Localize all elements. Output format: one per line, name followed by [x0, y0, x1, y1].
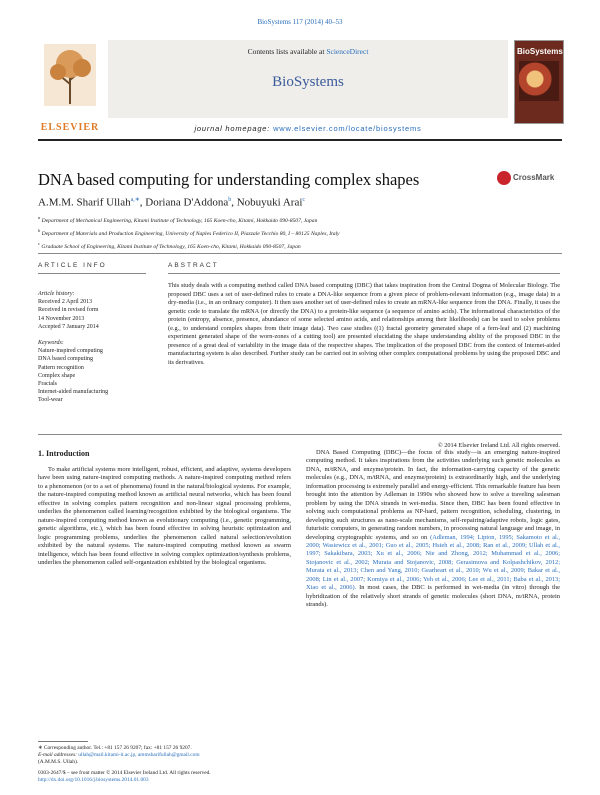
paper-title: DNA based computing for understanding complex shapes	[38, 170, 420, 189]
info-rule	[38, 273, 146, 274]
journal-band	[108, 40, 508, 118]
affiliation-sup: b	[38, 227, 41, 233]
affiliation-item	[38, 226, 562, 239]
article-info	[38, 290, 146, 405]
corresponding-note: ∗ Corresponding author. Tel.: +81 157 26 9207; fax: +81 157 26 9207.	[38, 745, 192, 751]
article-info-heading: ARTICLE INFO	[38, 262, 107, 269]
abstract-end-rule	[38, 434, 562, 435]
paragraph-text: DNA Based Computing (DBC)—the focus of this study—is an emerging nature-inspired computing method. It takes inspirations from the activities underlying such genetic molecules as DNA, m/tRNA, and enzyme/protein. In fact, the information-carrying capacity of the genetic molecules (e.g., DNA, m/tRNA, and enzyme/protein) is extraordinarily high, and the underlying information processing is extremely parallel and energy-efficient. This remarkable feature has been brought into the attention by Adleman in 1990s who showed how to solve a traveling salesman problem by using the DNA strands in wet-media. Since then, DBC has been found effective in solving such computational problems as NP-hard, pattern recognition, scheduling, clustering, in developing such structures as nano-scale mechanisms, self-repairing/adaptive robots, logic gates, futuristic computers, in generating random numbers, in processing natural language and image, in developing cryptographic systems, and so on	[306, 449, 560, 541]
contents-prefix: Contents lists available at	[247, 47, 325, 56]
journal-citation[interactable]: BioSystems 117 (2014) 40–53	[257, 18, 343, 26]
journal-homepage	[108, 124, 508, 133]
affiliation-text: Department of Mechanical Engineering, Kitami Institute of Technology, 165 Koen-cho, Kitami, Hokkaido 090-8507, Japan	[41, 217, 318, 224]
affiliations	[38, 213, 562, 252]
author-list: A.M.M. Sharif Ullah$^{a,∗}$, Doriana D'Addona$^b$, Nobuyuki Arai$^c$	[38, 196, 306, 209]
right-column	[306, 449, 560, 610]
crossmark-badge[interactable]	[497, 171, 555, 187]
affiliation-text: Department of Materials and Production Engineering, University of Naples Federico II, Piazzale Tecchio 80, I – 80125 Naples, Italy	[41, 230, 340, 237]
publisher-logo	[38, 40, 102, 134]
history-item: Accepted 7 January 2014	[38, 323, 99, 330]
homepage-link[interactable]: www.elsevier.com/locate/biosystems	[273, 124, 422, 133]
footnote-rule	[38, 741, 88, 742]
affiliation-text: Graduate School of Engineering, Kitami Institute of Technology, 165 Koen-cho, Kitami, Hokkaido 090-8507, Japan	[41, 243, 301, 250]
homepage-prefix: journal homepage:	[194, 124, 271, 133]
email-links[interactable]: ullah@mail.kitami-it.ac.jp, ammsharifullah@gmail.com	[78, 752, 200, 758]
cover-image	[519, 61, 559, 101]
keyword-item: Nature-inspired computing	[38, 348, 103, 355]
abstract-text: This study deals with a computing method called DNA based computing (DBC) that takes inspiration from the Central Dogma of Molecular Biology. The proposed DBC uses a set of user-defined rules to create a DNA-like sequence from a given piece of problem-relevant information (e.g., image data) in a dry-media (i.e., in an ordinary computer). It then uses another set of user-defined rules to create an mRNA-like sequence from the DNA. Finally, it uses the genetic code to translate the mRNA (or directly the DNA) to a protein-like sequence (a sequence of amino acids). The informational characteristics of the protein (entropy, absence, presence, abundance of some selected amino acids, and relationships among their likelihoods) can be used to solve problems (e.g., to understand complex shapes from their image data). Two case studies ((1) fractal geometry generated shape of a fern-leaf and (2) machining experiment generated shape of the worn-zones of a cutting tool) are presented elucidating the shape understanding ability of the proposed DBC in the presence of a great deal of variability in the image data of the respective shapes. The implication of the proposed DBC from the context of Internet-aided manufacturing system is also described. Further study can be carried out in solving other complex computational problems by using the proposed DBC and its derivatives.	[168, 282, 560, 366]
keywords-label: Keywords:	[38, 340, 64, 347]
contents-line	[108, 47, 508, 56]
history-item: 14 November 2013	[38, 315, 85, 322]
section-heading: 1. Introduction	[38, 449, 90, 458]
history-item: Received in revised form	[38, 307, 99, 314]
author-name[interactable]: Doriana D'Addona	[145, 196, 229, 209]
crossmark-label: CrossMark	[513, 173, 555, 182]
keyword-item: Pattern recognition	[38, 364, 84, 371]
abstract-rule	[168, 273, 560, 274]
keyword-item: Tool-wear	[38, 397, 63, 404]
sciencedirect-link[interactable]: ScienceDirect	[326, 47, 369, 56]
journal-title: BioSystems	[272, 74, 344, 90]
section-rule	[38, 253, 562, 254]
journal-masthead	[38, 40, 562, 134]
keyword-item: Internet-aided manufacturing	[38, 389, 109, 396]
abstract-copyright: © 2014 Elsevier Ireland Ltd. All rights reserved.	[437, 442, 560, 449]
email-label: E-mail addresses:	[38, 752, 77, 758]
author-name[interactable]: A.M.M. Sharif Ullah	[38, 196, 131, 209]
cover-title: BioSystems	[517, 47, 563, 56]
issn-line: 0303-2647/$ – see front matter © 2014 Elsevier Ireland Ltd. All rights reserved.	[38, 770, 211, 776]
paragraph-tail: In most cases, the DBC is performed in wet-media (in vitro) through the hybridization of the relatively short strands of genetic molecules (short DNA, m/tRNA, protein strands).	[306, 584, 560, 609]
email-note: (A.M.M.S. Ullah).	[38, 759, 79, 765]
header-rule	[38, 139, 562, 141]
footnote-block	[38, 741, 291, 784]
abstract-heading: ABSTRACT	[168, 262, 219, 269]
keyword-item: Fractals	[38, 381, 57, 388]
email-line	[38, 752, 291, 759]
author-sup: a,∗	[130, 197, 140, 203]
intro-paragraph: To make artificial systems more intelligent, robust, efficient, and adaptive, systems developers have been using nature-inspired computing methods. A nature-inspired computing method refers to a phenomenon (or to a set of phenomena) found in the natural/biological systems. For example, the nature-inspired computing method known as artificial neural networks, which has been found effective in solving complex pattern recognition and non-linear signal processing problems, underlies the phenomenon called learning/recognition exhibited by the biological organisms. The nature-inspired computing method known as evolutionary computing (i.e., genetic programming, genetic algorithms, etc.), which has been found effective in solving heuristic optimization and logic programming problems, underlies the phenomenon called natural selection/evolution exhibited by the natural systems. The nature-inspired computing method known as swarm intelligence, which has been found effective in solving complex optimization/synthesis problems, underlies the phenomenon called self-organization exhibited by the biological organisms.	[38, 466, 291, 566]
author-sup: c	[302, 197, 306, 203]
author-name[interactable]: Nobuyuki Arai	[236, 196, 303, 209]
history-item: Received 2 April 2013	[38, 299, 93, 306]
elsevier-wordmark: ELSEVIER	[40, 122, 100, 133]
journal-cover	[514, 40, 564, 124]
affiliation-sup: c	[38, 240, 40, 246]
affiliation-item	[38, 213, 562, 226]
affiliation-item	[38, 239, 562, 252]
reference-links[interactable]: (Adleman, 1994; Lipton, 1995; Sakamoto et al., 2000; Wasiewicz et al., 2001; Guo et al., 2005; Hsieh et al., 2008; Ran et al., 2009; Ullah et al., 1997; Sakakibara, 2003; Xu et al., 2006; Nie and Zhong, 2012; Muhammad et al., 2006; Stojanovic et al., 2002; Murata and Stojanovic, 2008; Gerasimova and Kolpashchikov, 2012; Murata et al., 2013; Chen and Yang, 2010; Gearheart et al., 2010; Wu et al., 2009; Bakar et al., 2008; Lin et al., 2007; Komiya et al., 2006; Yeh et al., 2006; Lee et al., 2011; Baba et al., 2013; Xiao et al., 2006).	[306, 533, 560, 592]
doi-link[interactable]: http://dx.doi.org/10.1016/j.biosystems.2014.01.003	[38, 777, 149, 783]
history-label: Article history:	[38, 291, 75, 297]
elsevier-tree-icon	[44, 44, 96, 106]
author-sup: b	[228, 197, 232, 203]
keyword-item: Complex shape	[38, 372, 76, 379]
keyword-item: DNA based computing	[38, 356, 93, 363]
spacer	[38, 331, 146, 339]
crossmark-icon	[497, 171, 511, 185]
affiliation-sup: a	[38, 215, 41, 220]
